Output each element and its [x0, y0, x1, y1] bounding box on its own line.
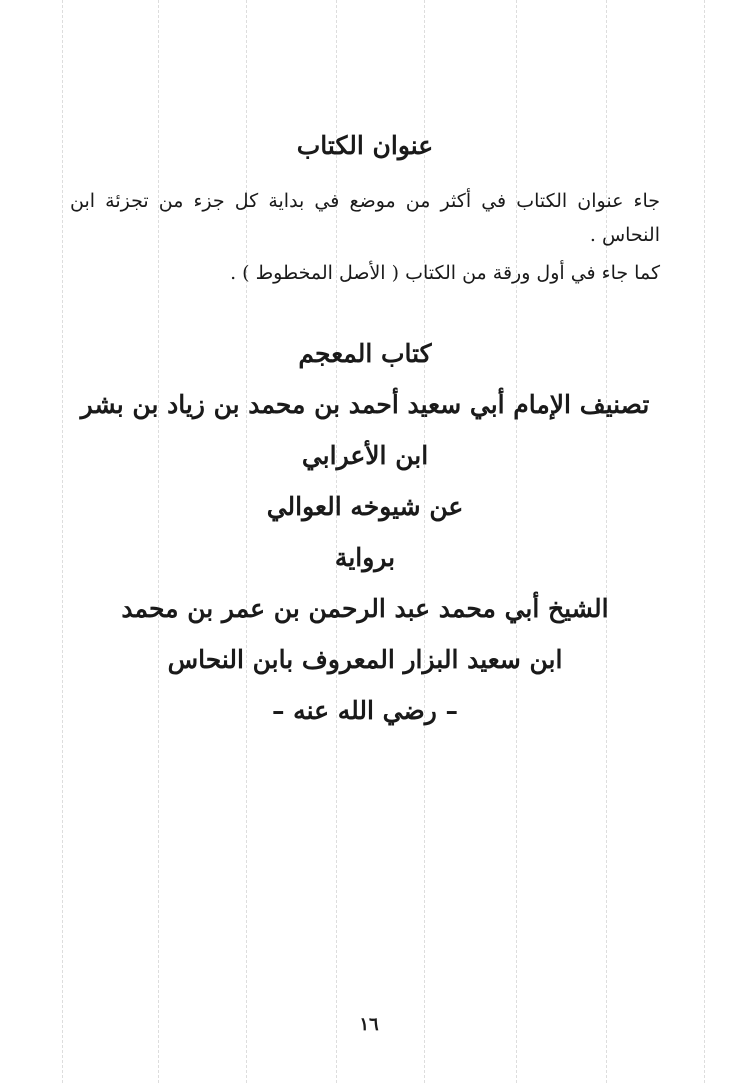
narrator-line: الشيخ أبي محمد عبد الرحمن بن عمر بن محمد — [121, 594, 609, 623]
book-title-block — [70, 328, 660, 736]
source-paragraph: كما جاء في أول ورقة من الكتاب ( الأصل المخطوط ) . — [230, 262, 660, 284]
author-line: تصنيف الإمام أبي سعيد أحمد بن محمد بن زياد بن بشر — [80, 390, 650, 419]
scan-guide-line — [62, 0, 63, 1083]
section-heading: عنوان الكتاب — [296, 131, 434, 160]
page-content — [70, 126, 660, 736]
blessing-line: – رضي الله عنه – — [271, 696, 459, 725]
author-nickname: ابن الأعرابي — [301, 441, 429, 470]
scan-guide-line — [704, 0, 705, 1083]
page-number: ١٦ — [359, 1014, 379, 1035]
narrator-line-continued: ابن سعيد البزار المعروف بابن النحاس — [167, 645, 563, 674]
intro-paragraph: جاء عنوان الكتاب في أكثر من موضع في بداية كل جزء من تجزئة ابن النحاس . — [70, 190, 660, 246]
source-line: عن شيوخه العوالي — [266, 492, 464, 521]
book-title: كتاب المعجم — [298, 339, 432, 368]
narration-label: برواية — [334, 543, 396, 572]
